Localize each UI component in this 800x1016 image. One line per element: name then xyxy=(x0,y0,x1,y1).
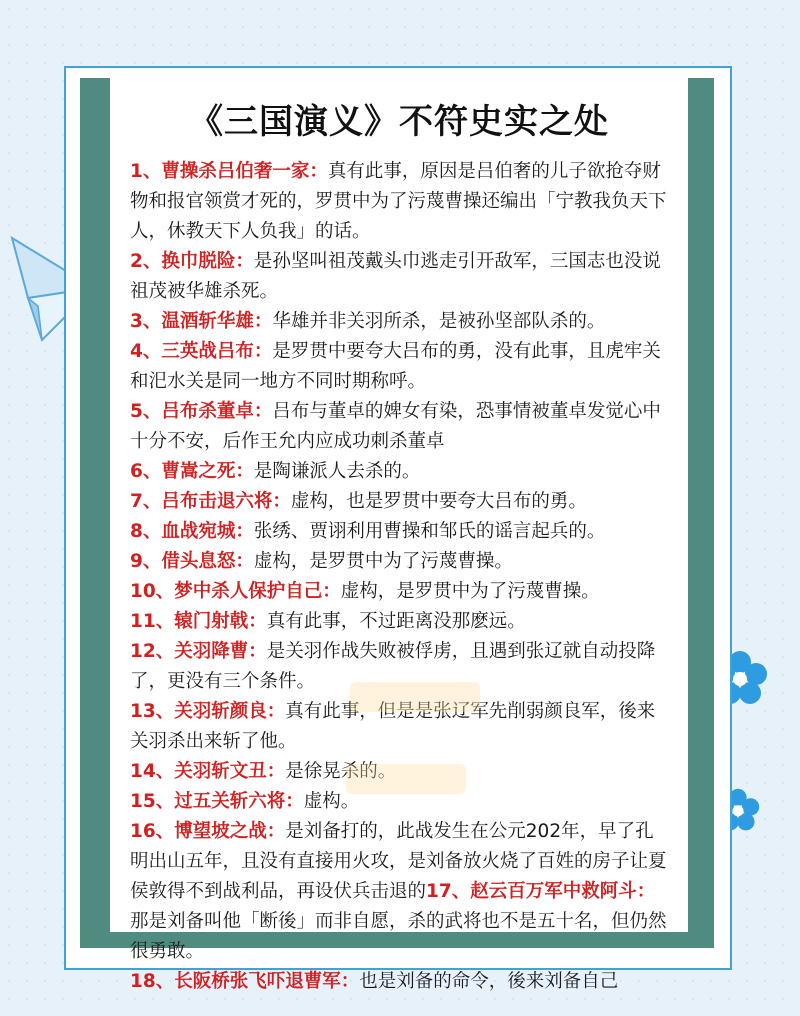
list-item xyxy=(130,337,670,397)
entry-list xyxy=(110,157,688,997)
entry-separator: ： xyxy=(253,341,273,362)
entry-heading: 关羽斩颜良 xyxy=(174,701,267,722)
entry-heading: 换巾脱险 xyxy=(161,251,236,272)
entry-separator: ： xyxy=(285,791,304,812)
entry-heading: 辕门射戟 xyxy=(174,611,249,632)
entry-text: 真有此事，不过距离没那麽远。 xyxy=(266,611,526,632)
list-item xyxy=(130,487,670,517)
entry-number: 14、 xyxy=(130,761,175,782)
entry-separator: ： xyxy=(266,701,286,722)
entry-text: 虚构。 xyxy=(303,791,360,812)
list-item xyxy=(130,457,670,487)
entry-heading: 赵云百万军中救阿斗 xyxy=(470,881,637,902)
entry-heading: 三英战吕布 xyxy=(161,341,254,362)
entry-number: 18、 xyxy=(130,971,175,992)
entry-separator: ： xyxy=(266,761,286,782)
entry-number: 11、 xyxy=(130,611,175,632)
entry-number: 10、 xyxy=(130,581,175,602)
entry-number: 6、 xyxy=(130,461,162,482)
entry-separator: ： xyxy=(248,641,267,662)
entry-separator: ： xyxy=(235,461,254,482)
entry-heading: 梦中杀人保护自己 xyxy=(174,581,323,602)
entry-text: 那是刘备叫他「断後」而非自愿，杀的武将也不是五十名，但仍然很勇敢。 xyxy=(130,911,667,962)
entry-heading: 温酒斩华雄 xyxy=(161,311,254,332)
entry-heading: 长阪桥张飞吓退曹军 xyxy=(174,971,341,992)
list-item xyxy=(130,247,670,307)
entry-text: 是徐晃杀的。 xyxy=(285,761,397,782)
entry-heading: 关羽斩文丑 xyxy=(174,761,267,782)
entry-text: 是陶谦派人去杀的。 xyxy=(253,461,421,482)
highlight-mark xyxy=(350,682,480,712)
entry-separator: ： xyxy=(340,971,360,992)
entry-number: 4、 xyxy=(130,341,162,362)
entry-number: 15、 xyxy=(130,791,175,812)
entry-number: 9、 xyxy=(130,551,162,572)
list-item xyxy=(130,817,670,967)
entry-heading: 曹操杀吕伯奢一家 xyxy=(161,161,310,182)
entry-heading: 过五关斩六将 xyxy=(174,791,286,812)
entry-number: 16、 xyxy=(130,821,175,842)
entry-text: 虚构，是罗贯中为了污蔑曹操。 xyxy=(340,581,600,602)
entry-number: 1、 xyxy=(130,161,162,182)
list-item xyxy=(130,547,670,577)
entry-text: 是关羽作战失败被俘虏，且遇到张辽就自动投降了，更没有三个条件。 xyxy=(130,641,656,692)
list-item xyxy=(130,157,670,247)
entry-separator: ： xyxy=(322,581,341,602)
entry-separator: ： xyxy=(248,611,267,632)
entry-heading: 关羽降曹 xyxy=(174,641,249,662)
entry-separator: ： xyxy=(636,881,656,902)
entry-number: 17、 xyxy=(426,881,471,902)
document-paper xyxy=(110,78,688,992)
entry-text: 吕布与董卓的婢女有染，恐事情被董卓发觉心中十分不安，后作王允内应成功刺杀董卓 xyxy=(130,401,661,452)
entry-text: 是罗贯中要夸大吕布的勇，没有此事，且虎牢关和汜水关是同一地方不同时期称呼。 xyxy=(130,341,661,392)
entry-text: 虚构，是罗贯中为了污蔑曹操。 xyxy=(253,551,513,572)
entry-separator: ： xyxy=(309,161,328,182)
entry-text: 华雄并非关羽所杀，是被孙坚部队杀的。 xyxy=(272,311,606,332)
entry-text: 真有此事，原因是吕伯奢的儿子欲抢夺财物和报官领赏才死的，罗贯中为了污蔑曹操还编出「宁教我负天下人，休教天下人负我」的话。 xyxy=(130,161,667,242)
list-item xyxy=(130,967,670,997)
entry-number: 5、 xyxy=(130,401,162,422)
entry-heading: 吕布击退六将 xyxy=(161,491,273,512)
list-item xyxy=(130,307,670,337)
highlight-mark xyxy=(346,764,466,794)
entry-heading: 博望坡之战 xyxy=(174,821,267,842)
entry-separator: ： xyxy=(253,401,273,422)
entry-heading: 借头息怒 xyxy=(161,551,236,572)
entry-number: 3、 xyxy=(130,311,162,332)
list-item xyxy=(130,397,670,457)
entry-number: 13、 xyxy=(130,701,175,722)
entry-separator: ： xyxy=(266,821,286,842)
entry-separator: ： xyxy=(253,311,273,332)
entry-number: 7、 xyxy=(130,491,162,512)
entry-separator: ： xyxy=(235,251,254,272)
entry-separator: ： xyxy=(235,521,254,542)
page-title: 《三国演义》不符史实之处 xyxy=(189,102,609,142)
entry-text: 张绣、贾诩利用曹操和邹氏的谣言起兵的。 xyxy=(253,521,606,542)
entry-number: 2、 xyxy=(130,251,162,272)
entry-text: 是刘备打的，此战发生在公元202年，早了孔明出山五年，且没有直接用火攻，是刘备放火烧了百姓的房子让夏侯敦得不到战利品，再设伏兵击退的 xyxy=(130,821,667,902)
entry-text: 虚构，也是罗贯中要夸大吕布的勇。 xyxy=(290,491,587,512)
entry-separator: ： xyxy=(272,491,291,512)
entry-heading: 血战宛城 xyxy=(161,521,236,542)
entry-number: 8、 xyxy=(130,521,162,542)
entry-text: 也是刘备的命令，後来刘备自己 xyxy=(359,971,619,992)
entry-heading: 曹嵩之死 xyxy=(161,461,236,482)
list-item xyxy=(130,607,670,637)
entry-heading: 吕布杀董卓 xyxy=(161,401,254,422)
entry-text: 真有此事，但是是张辽军先削弱颜良军，後来关羽杀出来斩了他。 xyxy=(130,701,656,752)
entry-number: 12、 xyxy=(130,641,175,662)
list-item xyxy=(130,577,670,607)
entry-text: 是孙坚叫祖茂戴头巾逃走引开敌军，三国志也没说祖茂被华雄杀死。 xyxy=(130,251,661,302)
entry-separator: ： xyxy=(235,551,254,572)
list-item xyxy=(130,517,670,547)
